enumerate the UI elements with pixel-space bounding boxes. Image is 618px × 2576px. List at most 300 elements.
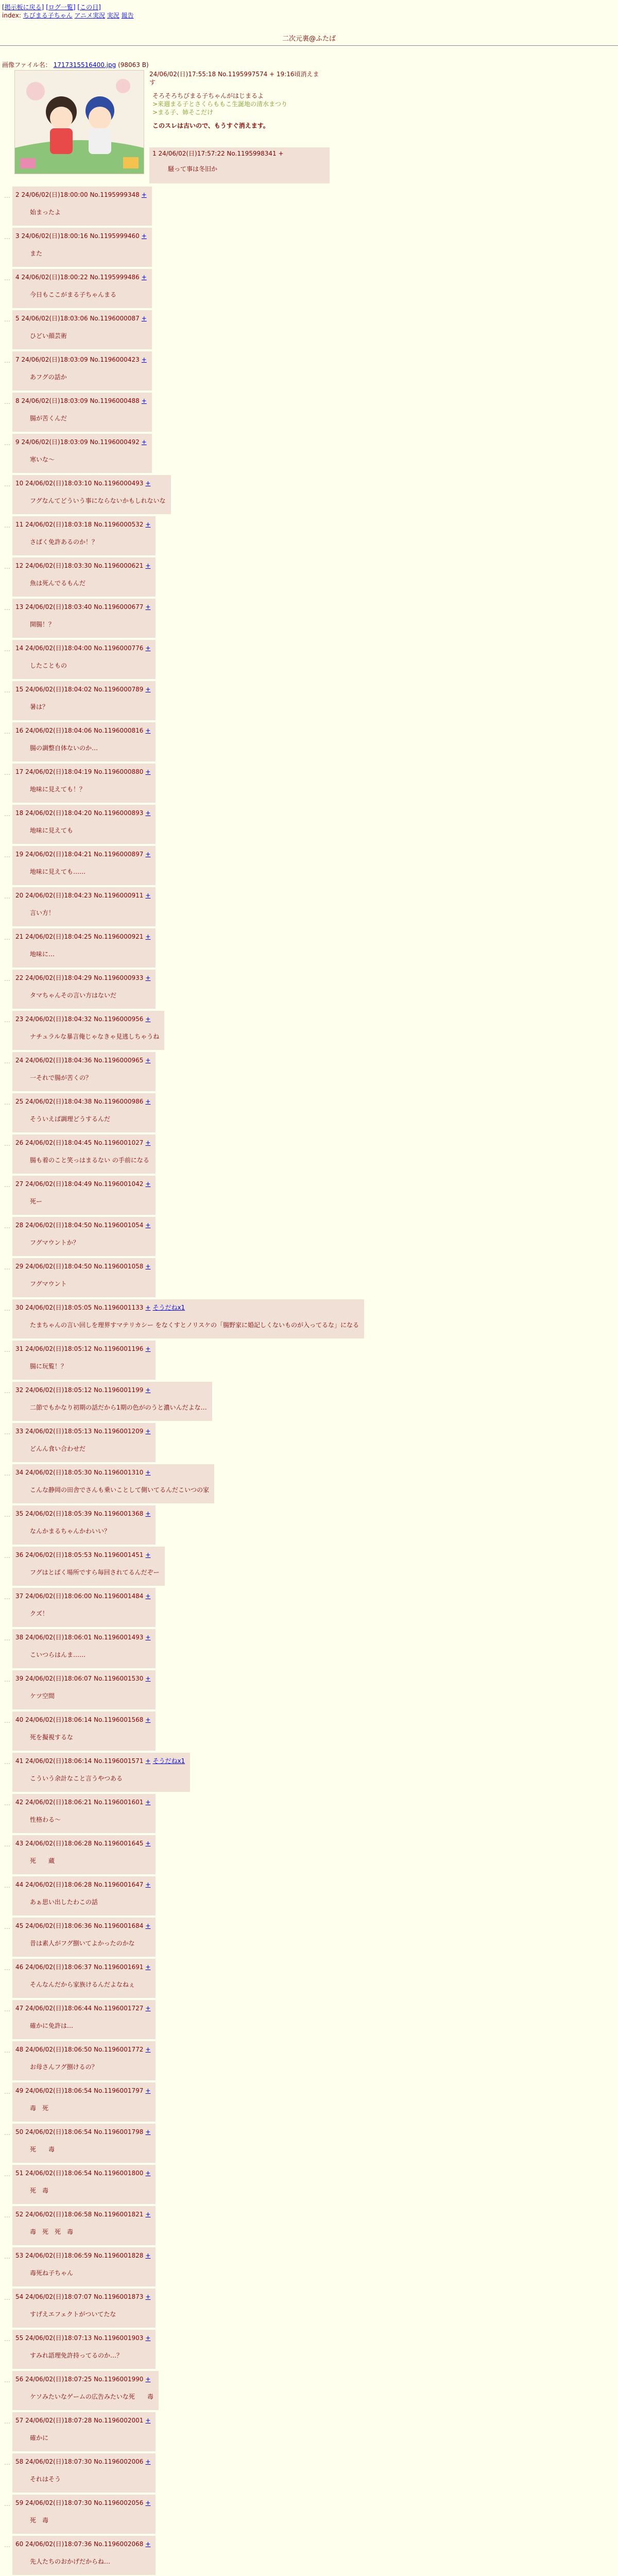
- reply-marker: …: [4, 2253, 10, 2260]
- nav-tag-maruko[interactable]: ちびまる子ちゃん: [23, 12, 73, 19]
- reply-plus-button[interactable]: +: [145, 727, 151, 734]
- reply-box: [12, 1753, 190, 1792]
- reply-id[interactable]: No.1196002068: [94, 2540, 144, 2548]
- reply-marker: …: [4, 1429, 10, 1436]
- reply-box: [12, 1876, 156, 1916]
- reply-box: [12, 1134, 156, 1174]
- reply-plus-button[interactable]: +: [141, 191, 147, 198]
- reply-box: [12, 1670, 156, 1709]
- reply-marker: …: [4, 522, 10, 529]
- reply-id[interactable]: No.1196001727: [94, 2005, 144, 2012]
- reply-plus-button[interactable]: +: [145, 562, 151, 569]
- reply-number: 17: [15, 768, 24, 775]
- reply-header: [15, 1427, 150, 1435]
- reply-text: また: [30, 250, 43, 257]
- reply-number: 37: [15, 1592, 24, 1600]
- reply-text: そういえば調理どうするんだ: [30, 1115, 111, 1123]
- reply-marker: …: [4, 646, 10, 653]
- reply-id[interactable]: No.1196000493: [94, 480, 144, 487]
- reply-date: 24/06/02(日)18:04:02: [25, 686, 92, 693]
- reply-plus-button[interactable]: +: [141, 315, 147, 322]
- reply-header: [15, 2128, 150, 2136]
- reply-plus-button[interactable]: +: [145, 1963, 151, 1971]
- reply-date: 24/06/02(日)18:04:19: [25, 768, 92, 775]
- reply-plus-button[interactable]: +: [141, 438, 147, 446]
- reply-box: [12, 1217, 156, 1256]
- reply-plus-button[interactable]: +: [145, 974, 151, 981]
- reply-id[interactable]: No.1196000087: [90, 315, 140, 322]
- reply-plus-button[interactable]: +: [145, 1386, 151, 1394]
- reply-marker: …: [4, 934, 10, 941]
- reply-text: ケツ空間: [30, 1692, 55, 1700]
- reply-text: 地味に見えても！？: [30, 786, 86, 793]
- reply-id[interactable]: No.1195999348: [90, 191, 140, 198]
- reply-id[interactable]: No.1196001691: [94, 1963, 144, 1971]
- reply-text: 確かに: [30, 2434, 49, 2442]
- reply-text: こんな静岡の田舎でさんも乗いことして側いてるんだこいつの家: [30, 1486, 210, 1494]
- reply-plus-button[interactable]: +: [145, 2005, 151, 2012]
- reply-number: 26: [15, 1139, 24, 1146]
- reply-text: 地味に見えても: [30, 827, 74, 834]
- reply-plus-button[interactable]: +: [145, 1757, 151, 1765]
- nav-back-link[interactable]: [掲示板に戻る]: [2, 4, 44, 11]
- reply-text: お母さんフグ捌けるの？: [30, 2063, 98, 2071]
- reply-id[interactable]: No.1196000789: [94, 686, 144, 693]
- nav-tag-anime[interactable]: アニメ実況: [74, 12, 105, 19]
- reply-marker: …: [4, 275, 10, 282]
- reply-number: 5: [15, 315, 20, 322]
- reply-plus-button[interactable]: +: [141, 232, 147, 240]
- reply-text: 死 毒: [30, 2187, 49, 2194]
- reply-marker: …: [4, 1346, 10, 1353]
- reply-marker: …: [4, 481, 10, 488]
- reply-marker: …: [4, 687, 10, 694]
- reply-id[interactable]: No.1196001310: [94, 1469, 144, 1476]
- reply-box: [12, 2453, 156, 2493]
- reply-text: 先人たちのおかげだからね…: [30, 2558, 111, 2565]
- reply-number: 12: [15, 562, 24, 569]
- reply-header: [15, 397, 147, 405]
- reply-text: クズ！: [30, 1610, 48, 1617]
- reply-number: 58: [15, 2458, 24, 2465]
- reply-marker: …: [4, 192, 10, 199]
- reply-number: 48: [15, 2046, 24, 2053]
- reply-number: 19: [15, 851, 24, 858]
- reply-id[interactable]: No.1196000880: [94, 768, 144, 775]
- reply-box: [12, 1176, 156, 1215]
- reply-date: 24/06/02(日)18:06:21: [25, 1799, 92, 1806]
- reply-id[interactable]: No.1196000423: [90, 356, 140, 363]
- reply-plus-button[interactable]: +: [145, 2334, 151, 2342]
- soudane-link[interactable]: そうだねx1: [152, 1757, 185, 1765]
- reply-id[interactable]: No.1196001571: [94, 1757, 144, 1765]
- reply-id[interactable]: No.1196001772: [94, 2046, 144, 2053]
- reply-id[interactable]: No.1196000677: [94, 603, 144, 611]
- reply-text: 腸も着のこと笑っはまるない の手前になる: [30, 1157, 149, 1164]
- op-thumbnail-image[interactable]: [14, 70, 144, 174]
- reply-plus-button[interactable]: +: [145, 2087, 151, 2094]
- reply-plus-button[interactable]: +: [145, 2046, 151, 2053]
- reply-id[interactable]: No.1196001199: [94, 1386, 144, 1394]
- reply-plus-button[interactable]: +: [145, 809, 151, 817]
- reply-number: 38: [15, 1634, 24, 1641]
- reply-plus-button[interactable]: +: [145, 2252, 151, 2259]
- reply-text: 毒死ね子ちゃん: [30, 2269, 74, 2277]
- reply-box: [12, 1918, 156, 1957]
- reply-plus-button[interactable]: +: [145, 2211, 151, 2218]
- op-expire-notice: このスレは古いので、もうすぐ消えます。: [152, 122, 269, 129]
- reply-number: 16: [15, 727, 24, 734]
- reply-date: 24/06/02(日)18:05:12: [25, 1386, 92, 1394]
- reply-date: 24/06/02(日)18:04:45: [25, 1139, 92, 1146]
- reply-number: 43: [15, 1840, 24, 1847]
- reply-id[interactable]: No.1196000956: [94, 1015, 144, 1023]
- reply-marker: …: [4, 1717, 10, 1724]
- reply-id[interactable]: No.1196001798: [94, 2128, 144, 2136]
- reply-plus-button[interactable]: +: [145, 851, 151, 858]
- reply-box: [12, 1341, 156, 1380]
- reply-box: [12, 269, 152, 308]
- reply-id[interactable]: No.1196001042: [94, 1180, 144, 1188]
- reply-plus-button[interactable]: +: [145, 1592, 151, 1600]
- reply-id[interactable]: No.1196001647: [94, 1881, 144, 1888]
- reply-text: 地味に見えても……: [30, 868, 86, 875]
- reply-number: 20: [15, 892, 24, 899]
- reply-plus-button[interactable]: +: [145, 2128, 151, 2136]
- reply-header: [15, 1386, 207, 1394]
- reply-date: 24/06/02(日)18:03:30: [25, 562, 92, 569]
- reply-date: 24/06/02(日)18:04:29: [25, 974, 92, 981]
- reply-id[interactable]: No.1196000965: [94, 1057, 144, 1064]
- first-reply-meta: 1 24/06/02(日)17:57:22 No.1195998341 +: [152, 150, 284, 157]
- reply-box: [12, 1835, 156, 1874]
- reply-box: [12, 1464, 214, 1503]
- reply-plus-button[interactable]: +: [145, 1428, 151, 1435]
- reply-plus-button[interactable]: +: [145, 1840, 151, 1847]
- reply-id[interactable]: No.1196000921: [94, 933, 144, 940]
- reply-date: 24/06/02(日)18:05:39: [25, 1510, 92, 1517]
- file-info: [2, 61, 149, 69]
- reply-id[interactable]: No.1196000621: [94, 562, 144, 569]
- reply-header: [15, 2251, 150, 2260]
- reply-header: [15, 562, 150, 570]
- reply-marker: …: [4, 1923, 10, 1930]
- reply-text: どんん食い合わせだ: [30, 1445, 86, 1452]
- reply-plus-button[interactable]: +: [141, 274, 147, 281]
- reply-box: [12, 1258, 156, 1297]
- reply-header: [15, 2458, 150, 2466]
- reply-marker: …: [4, 1882, 10, 1889]
- reply-id[interactable]: No.1196001684: [94, 1922, 144, 1929]
- reply-date: 24/06/02(日)18:06:07: [25, 1675, 92, 1682]
- reply-plus-button[interactable]: +: [145, 603, 151, 611]
- reply-text: そんなんだから家族けるんだよなねぇ: [30, 1981, 135, 1988]
- reply-header: [15, 1097, 150, 1106]
- reply-plus-button[interactable]: +: [145, 521, 151, 528]
- reply-marker: …: [4, 2377, 10, 2384]
- reply-number: 49: [15, 2087, 24, 2094]
- reply-plus-button[interactable]: +: [145, 1469, 151, 1476]
- reply-plus-button[interactable]: +: [145, 2417, 151, 2424]
- reply-text: 始まったよ: [30, 209, 61, 216]
- reply-id[interactable]: No.1196001530: [94, 1675, 144, 1682]
- reply-text: 腸が苦くんだ: [30, 415, 67, 422]
- reply-text: 毒 死 死 毒: [30, 2228, 74, 2235]
- reply-id[interactable]: No.1196002056: [94, 2499, 144, 2506]
- reply-date: 24/06/02(日)18:06:54: [25, 2128, 92, 2136]
- top-navigation: [2, 3, 134, 20]
- reply-marker: …: [4, 1758, 10, 1766]
- reply-id[interactable]: No.1196001484: [94, 1592, 144, 1600]
- reply-id[interactable]: No.1196002001: [94, 2417, 144, 2424]
- reply-id[interactable]: No.1196000933: [94, 974, 144, 981]
- reply-marker: …: [4, 1223, 10, 1230]
- reply-date: 24/06/02(日)18:00:16: [21, 232, 88, 240]
- reply-number: 13: [15, 603, 24, 611]
- reply-header: [15, 1221, 150, 1229]
- reply-number: 47: [15, 2005, 24, 2012]
- reply-plus-button[interactable]: +: [145, 1716, 151, 1723]
- nav-log-link[interactable]: [ログ一覧]: [46, 4, 76, 11]
- reply-date: 24/06/02(日)18:06:54: [25, 2087, 92, 2094]
- reply-plus-button[interactable]: +: [145, 1180, 151, 1188]
- reply-id[interactable]: No.1196001821: [94, 2211, 144, 2218]
- reply-plus-button[interactable]: +: [145, 2540, 151, 2548]
- reply-plus-button[interactable]: +: [145, 933, 151, 940]
- reply-plus-button[interactable]: +: [145, 1922, 151, 1929]
- reply-box: [12, 681, 156, 720]
- file-size: (98063 B): [118, 61, 149, 69]
- reply-plus-button[interactable]: +: [145, 1510, 151, 1517]
- reply-text: 毒 死: [30, 2105, 49, 2112]
- reply-plus-button[interactable]: +: [145, 1634, 151, 1641]
- reply-marker: …: [4, 1387, 10, 1395]
- reply-number: 23: [15, 1015, 24, 1023]
- reply-number: 45: [15, 1922, 24, 1929]
- reply-id[interactable]: No.1196001451: [94, 1551, 144, 1558]
- reply-plus-button[interactable]: +: [145, 1139, 151, 1146]
- first-reply-text: 騒って事は冬旧か: [168, 165, 218, 173]
- reply-date: 24/06/02(日)18:06:14: [25, 1757, 92, 1765]
- reply-id[interactable]: No.1196000816: [94, 727, 144, 734]
- reply-plus-button[interactable]: +: [145, 2170, 151, 2177]
- reply-id[interactable]: No.1196001058: [94, 1263, 144, 1270]
- reply-header: [15, 1345, 150, 1353]
- reply-header: [15, 1056, 150, 1064]
- reply-id[interactable]: No.1196001368: [94, 1510, 144, 1517]
- reply-plus-button[interactable]: +: [145, 768, 151, 775]
- reply-marker: …: [4, 1016, 10, 1024]
- page-title: 二次元裏@ふたば: [282, 35, 336, 43]
- op-line-2: >来週まる子とさくらももこ生誕地の清水まつり: [152, 100, 288, 108]
- nav-line-2: [2, 11, 134, 20]
- reply-box: [12, 846, 156, 885]
- nav-index-label: index:: [2, 12, 21, 19]
- reply-plus-button[interactable]: +: [145, 2376, 151, 2383]
- reply-date: 24/06/02(日)18:07:13: [25, 2334, 92, 2342]
- reply-plus-button[interactable]: +: [141, 397, 147, 404]
- reply-plus-button[interactable]: +: [145, 1098, 151, 1105]
- reply-plus-button[interactable]: +: [145, 1015, 151, 1023]
- reply-date: 24/06/02(日)18:00:22: [21, 274, 88, 281]
- reply-plus-button[interactable]: +: [145, 1304, 151, 1311]
- reply-header: [15, 2375, 153, 2383]
- reply-plus-button[interactable]: +: [145, 1057, 151, 1064]
- reply-number: 40: [15, 1716, 24, 1723]
- reply-id[interactable]: No.1196000986: [94, 1098, 144, 1105]
- reply-text: 地味に…: [30, 951, 55, 958]
- reply-number: 41: [15, 1757, 24, 1765]
- reply-marker: …: [4, 2006, 10, 2013]
- reply-box: [12, 640, 156, 679]
- reply-date: 24/06/02(日)18:06:44: [25, 2005, 92, 2012]
- reply-id[interactable]: No.1196001601: [94, 1799, 144, 1806]
- reply-text: なんかまるちゃんかわいい？: [30, 1528, 111, 1535]
- reply-date: 24/06/02(日)18:06:14: [25, 1716, 92, 1723]
- reply-id[interactable]: No.1196001568: [94, 1716, 144, 1723]
- reply-number: 9: [15, 438, 20, 446]
- reply-marker: …: [4, 769, 10, 776]
- reply-id[interactable]: No.1196001828: [94, 2252, 144, 2259]
- reply-id[interactable]: No.1196001133: [94, 1304, 144, 1311]
- reply-id[interactable]: No.1196000488: [90, 397, 140, 404]
- reply-number: 11: [15, 521, 24, 528]
- nav-tag-report[interactable]: 報告: [121, 12, 134, 19]
- reply-date: 24/06/02(日)18:06:58: [25, 2211, 92, 2218]
- reply-date: 24/06/02(日)18:04:06: [25, 727, 92, 734]
- reply-marker: …: [4, 852, 10, 859]
- nav-tag-live[interactable]: 実況: [107, 12, 119, 19]
- reply-marker: …: [4, 2335, 10, 2343]
- reply-number: 51: [15, 2170, 24, 2177]
- file-link[interactable]: 1717315516400.jpg: [53, 61, 116, 69]
- reply-text: 死 毒: [30, 2146, 55, 2153]
- reply-plus-button[interactable]: +: [145, 892, 151, 899]
- reply-number: 7: [15, 356, 20, 363]
- soudane-link[interactable]: そうだねx1: [152, 1304, 185, 1311]
- reply-marker: …: [4, 1305, 10, 1312]
- reply-date: 24/06/02(日)18:04:50: [25, 1263, 92, 1270]
- reply-plus-button[interactable]: +: [145, 645, 151, 652]
- reply-id[interactable]: No.1196001054: [94, 1222, 144, 1229]
- reply-header: [15, 2499, 150, 2507]
- reply-number: 4: [15, 274, 20, 281]
- reply-plus-button[interactable]: +: [141, 356, 147, 363]
- reply-plus-button[interactable]: +: [145, 480, 151, 487]
- reply-header: [15, 191, 147, 199]
- reply-marker: …: [4, 810, 10, 818]
- reply-plus-button[interactable]: +: [145, 1263, 151, 1270]
- reply-box: [12, 434, 152, 473]
- reply-plus-button[interactable]: +: [145, 1799, 151, 1806]
- reply-number: 46: [15, 1963, 24, 1971]
- reply-date: 24/06/02(日)18:07:07: [25, 2293, 92, 2300]
- reply-text: 暑は？: [30, 703, 49, 710]
- reply-text: フグなんてどういう事にならないかもしれないな: [30, 497, 166, 504]
- reply-id[interactable]: No.1196000776: [94, 645, 144, 652]
- reply-id[interactable]: No.1196000532: [94, 521, 144, 528]
- reply-date: 24/06/02(日)18:03:06: [21, 315, 88, 322]
- reply-id[interactable]: No.1196001800: [94, 2170, 144, 2177]
- reply-id[interactable]: No.1196000897: [94, 851, 144, 858]
- reply-box: [12, 2165, 156, 2204]
- reply-id[interactable]: No.1196002006: [94, 2458, 144, 2465]
- reply-number: 22: [15, 974, 24, 981]
- reply-marker: …: [4, 2459, 10, 2466]
- reply-plus-button[interactable]: +: [145, 686, 151, 693]
- reply-header: [15, 1510, 150, 1518]
- reply-id[interactable]: No.1196001990: [94, 2376, 144, 2383]
- reply-box: [12, 2041, 156, 2080]
- reply-header: [15, 232, 147, 240]
- reply-plus-button[interactable]: +: [145, 2499, 151, 2506]
- reply-id[interactable]: No.1195999460: [90, 232, 140, 240]
- reply-header: [15, 1015, 159, 1023]
- reply-id[interactable]: No.1196001196: [94, 1345, 144, 1352]
- reply-box: [12, 2330, 156, 2369]
- reply-plus-button[interactable]: +: [145, 1675, 151, 1682]
- reply-header: [15, 933, 150, 941]
- reply-marker: …: [4, 357, 10, 364]
- reply-id[interactable]: No.1196000911: [94, 892, 144, 899]
- reply-plus-button[interactable]: +: [145, 1881, 151, 1888]
- reply-header: [15, 809, 150, 817]
- reply-header: [15, 1922, 150, 1930]
- reply-id[interactable]: No.1195999486: [90, 274, 140, 281]
- reply-date: 24/06/02(日)18:05:30: [25, 1469, 92, 1476]
- reply-number: 24: [15, 1057, 24, 1064]
- reply-marker: …: [4, 2500, 10, 2507]
- reply-header: [15, 479, 166, 487]
- reply-number: 8: [15, 397, 20, 404]
- reply-plus-button[interactable]: +: [145, 2293, 151, 2300]
- reply-id[interactable]: No.1196001797: [94, 2087, 144, 2094]
- reply-text: さばく免許あるのか！？: [30, 538, 98, 546]
- reply-plus-button[interactable]: +: [145, 1551, 151, 1558]
- reply-id[interactable]: No.1196001209: [94, 1428, 144, 1435]
- reply-id[interactable]: No.1196001873: [94, 2293, 144, 2300]
- reply-text: 死 蔵: [30, 1857, 55, 1865]
- reply-id[interactable]: No.1196000893: [94, 809, 144, 817]
- reply-header: [15, 1551, 160, 1559]
- reply-box: [12, 2289, 156, 2328]
- reply-id[interactable]: No.1196000492: [90, 438, 140, 446]
- nav-day-link[interactable]: [この日]: [77, 4, 101, 11]
- reply-plus-button[interactable]: +: [145, 1345, 151, 1352]
- reply-date: 24/06/02(日)18:06:28: [25, 1840, 92, 1847]
- reply-box: [12, 1794, 156, 1833]
- reply-marker: …: [4, 563, 10, 570]
- reply-number: 18: [15, 809, 24, 817]
- reply-marker: …: [4, 1140, 10, 1147]
- reply-plus-button[interactable]: +: [145, 2458, 151, 2465]
- reply-text: 腸の調整自体ないのか…: [30, 744, 98, 752]
- reply-id[interactable]: No.1196001645: [94, 1840, 144, 1847]
- reply-id[interactable]: No.1196001493: [94, 1634, 144, 1641]
- reply-plus-button[interactable]: +: [145, 1222, 151, 1229]
- reply-marker: …: [4, 2212, 10, 2219]
- reply-header: [15, 1963, 150, 1971]
- reply-id[interactable]: No.1196001903: [94, 2334, 144, 2342]
- reply-text: たまちゃんの言い回しを理界すマテリカシー をなくすとノリスケの「腸野家に婚記しくないものが入ってるな」になる: [30, 1321, 359, 1329]
- reply-box: [12, 805, 156, 844]
- op-body: [152, 92, 324, 130]
- reply-marker: …: [4, 1676, 10, 1683]
- reply-date: 24/06/02(日)18:03:09: [21, 356, 88, 363]
- reply-marker: …: [4, 1470, 10, 1477]
- reply-header: [15, 1592, 150, 1600]
- reply-id[interactable]: No.1196001027: [94, 1139, 144, 1146]
